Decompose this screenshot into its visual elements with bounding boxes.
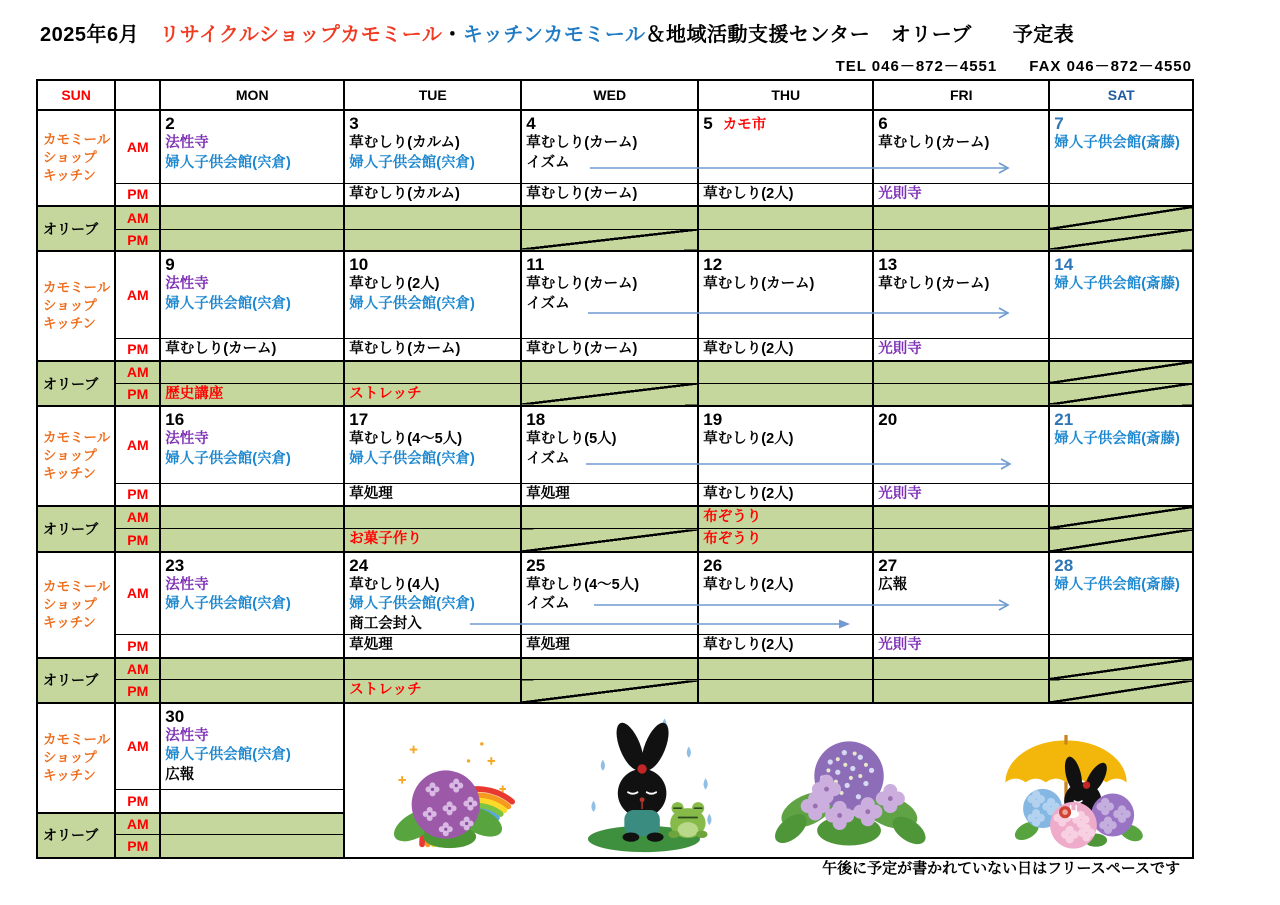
day-7-am-cell [1049,110,1193,183]
olive-pm-row-label: PM [115,229,160,251]
am-entry: 婦人子供会館(宍倉) [349,596,475,612]
am-entry: 草むしり(カルム) [349,135,460,151]
pm-entry: 草むしり(2人) [703,340,794,357]
day-5-olive-pm-cell [698,229,873,251]
day-5-pm-cell [698,183,873,206]
day-24-am-cell [344,552,521,635]
am-entry: 婦人子供会館(宍倉) [165,295,291,312]
am-entry: 法性寺 [165,727,209,744]
day-11-olive-am-cell [521,361,698,383]
am-entry: 草むしり(2人) [703,431,794,447]
olive-am-row-label: AM [115,658,160,680]
olive-am-row-label: AM [115,361,160,383]
day-21-pm-cell [1049,483,1193,506]
olive-pm-row-label: PM [115,835,160,858]
olive-group-label: オリーブ [37,813,115,858]
day-number: 30 [165,706,185,726]
day-6-olive-am-cell [873,206,1049,229]
day-3-olive-pm-cell [344,229,521,251]
olive-pm-entry: ストレッチ [349,682,422,699]
day-14-am-cell [1049,251,1193,338]
pm-entry: 草むしり(2人) [703,185,794,202]
day-10-pm-cell [344,338,521,361]
day-4-pm-cell [521,183,698,206]
chamomile-group-label [37,552,115,658]
pm-row-label: PM [115,483,160,506]
day-3-pm-cell [344,183,521,206]
day-11-am-cell [521,251,698,338]
am-entry: 婦人子供会館(宍倉) [349,450,475,467]
day-9-am-cell [160,251,344,338]
day-26-am-cell [698,552,873,635]
pm-entry: 草むしり(カーム) [165,340,277,357]
chamomile-label-line: キッチン [43,168,97,183]
day-11-pm-cell [521,338,698,361]
day-24-olive-am-cell [344,658,521,680]
schedule-table [36,79,1194,859]
illustration-area [344,703,1193,858]
day-5-am-cell [698,110,873,183]
day-24-olive-pm-cell [344,680,521,703]
chamomile-am-row [37,703,1193,790]
day-19-am-cell [698,406,873,483]
olive-am-row [37,506,1193,529]
chamomile-label-line: ショップ [43,150,97,165]
olive-am-row-label: AM [115,813,160,835]
am-entry: イズム [526,295,570,312]
day-number: 21 [1054,410,1074,429]
illustration-strip [345,706,1192,857]
chamomile-group-label [37,406,115,506]
footer-note: 午後に予定が書かれていない日はフリースペースです [822,860,1180,877]
day-30-pm-cell [160,790,344,813]
pm-entry: 草処理 [349,485,393,502]
chamomile-am-row [37,552,1193,635]
am-entry: 草むしり(カーム) [878,135,990,151]
am-entry: 草むしり(4人) [349,576,440,593]
chamomile-label-line: カモミール [43,429,111,445]
day-number: 20 [878,410,898,429]
day-19-olive-am-cell [698,506,873,529]
rainbow-hydrangea-illustration [387,721,515,853]
day-2-olive-pm-cell [160,229,344,251]
day-21-olive-am-cell [1049,506,1193,529]
day-12-olive-pm-cell [698,383,873,406]
olive-pm-entry: 歴史講座 [165,385,224,402]
chamomile-group-label [37,251,115,361]
day-5-olive-am-cell [698,206,873,229]
chamomile-pm-row [37,338,1193,361]
day-2-olive-am-cell [160,206,344,229]
day-number: 6 [878,114,888,133]
day-number: 3 [349,114,359,133]
am-row-label: AM [115,552,160,635]
olive-pm-row [37,229,1193,251]
pm-entry: 光則寺 [878,637,922,654]
day-17-am-cell [344,406,521,483]
day-17-pm-cell [344,483,521,506]
day-12-olive-am-cell [698,361,873,383]
day-16-olive-am-cell [160,506,344,529]
olive-pm-row [37,383,1193,406]
hydrangea-bouquet-illustration [772,731,927,853]
day-23-olive-am-cell [160,658,344,680]
am-entry: 婦人子供会館(宍倉) [349,154,475,171]
day-7-pm-cell [1049,183,1193,206]
day-21-olive-pm-cell [1049,529,1193,552]
page-title [40,18,1074,47]
olive-pm-entry: ストレッチ [349,385,422,402]
chamomile-am-row [37,406,1193,483]
title-segment-kitchen: キッチンカモミール [462,24,646,46]
day-21-am-cell [1049,406,1193,483]
chamomile-label-line: ショップ [43,749,97,765]
day-25-pm-cell [521,635,698,658]
pm-entry: 草むしり(2人) [703,637,794,654]
olive-pm-row-label: PM [115,529,160,552]
am-entry: 草むしり(4～5人) [526,576,640,593]
am-entry: 婦人子供会館(斎藤) [1054,135,1180,151]
am-entry: 商工会封入 [349,615,422,632]
day-23-am-cell [160,552,344,635]
olive-pm-row-label: PM [115,383,160,406]
olive-am-row [37,206,1193,229]
am-entry: 広報 [878,576,908,593]
column-header-wed: WED [521,80,698,110]
day-number: 12 [703,255,723,274]
olive-am-row [37,658,1193,680]
day-7-olive-am-cell [1049,206,1193,229]
day-26-olive-pm-cell [698,680,873,703]
olive-pm-row [37,529,1193,552]
day-number: 27 [878,555,898,575]
day-13-olive-am-cell [873,361,1049,383]
am-entry: 婦人子供会館(宍倉) [165,747,291,763]
olive-am-row [37,361,1193,383]
olive-am-entry: 布ぞうり [703,508,762,525]
title-segment-black: ＆地域活動支援センター オリーブ 予定表 [645,24,1075,46]
day-26-pm-cell [698,635,873,658]
pm-entry: 草処理 [526,637,570,654]
chamomile-label-line: カモミール [43,578,111,594]
am-entry: 草むしり(カーム) [526,135,638,151]
rabbit-umbrella-hydrangea-illustration [982,735,1150,853]
chamomile-label-line: ショップ [43,298,97,313]
day-4-am-cell [521,110,698,183]
day-30-olive-pm-cell [160,835,344,858]
pm-entry: 光則寺 [878,185,922,202]
day-number: 14 [1054,255,1074,274]
day-30-am-cell [160,703,344,790]
chamomile-pm-row [37,635,1193,658]
chamomile-label-line: キッチン [43,614,97,630]
am-entry: 草むしり(カーム) [526,276,638,292]
day-19-pm-cell [698,483,873,506]
chamomile-label-line: キッチン [43,316,97,331]
day-10-am-cell [344,251,521,338]
day-20-pm-cell [873,483,1049,506]
olive-group-label: オリーブ [37,206,115,251]
am-entry: 婦人子供会館(斎藤) [1054,431,1180,447]
day-number: 5 カモ市 [703,114,767,133]
day-4-olive-pm-cell [521,229,698,251]
day-12-pm-cell [698,338,873,361]
day-20-am-cell [873,406,1049,483]
olive-group-label: オリーブ [37,506,115,552]
day-4-olive-am-cell [521,206,698,229]
day-18-am-cell [521,406,698,483]
pm-entry: 光則寺 [878,485,922,502]
day-20-olive-pm-cell [873,529,1049,552]
am-entry: イズム [526,450,570,467]
day-6-pm-cell [873,183,1049,206]
day-number: 26 [703,555,723,575]
day-17-olive-pm-cell [344,529,521,552]
am-entry: 法性寺 [165,431,209,447]
day-6-olive-pm-cell [873,229,1049,251]
column-header-thu: THU [698,80,873,110]
am-entry: 婦人子供会館(宍倉) [165,450,291,467]
day-20-olive-am-cell [873,506,1049,529]
day-number: 23 [165,555,185,575]
olive-group-label: オリーブ [37,658,115,703]
day-9-olive-pm-cell [160,383,344,406]
am-entry: 法性寺 [165,276,209,292]
day-19-olive-pm-cell [698,529,873,552]
column-header-sun: SUN [37,80,115,110]
day-number: 24 [349,555,369,575]
day-number: 4 [526,114,536,133]
day-13-am-cell [873,251,1049,338]
day-24-pm-cell [344,635,521,658]
day-13-pm-cell [873,338,1049,361]
am-entry: 法性寺 [165,135,209,151]
day-12-am-cell [698,251,873,338]
day-26-olive-am-cell [698,658,873,680]
olive-group-label: オリーブ [37,361,115,406]
column-header-blank [115,80,160,110]
day-2-am-cell [160,110,344,183]
contact-info: TEL 046－872－4551 FAX 046－872－4550 [835,58,1192,75]
am-row-label: AM [115,703,160,790]
title-segment-black: 2025年6月 [40,24,160,46]
pm-row-label: PM [115,790,160,813]
day-number: 17 [349,410,369,429]
pm-entry: 草むしり(カーム) [349,340,461,357]
rabbit-frog-rain-illustration [571,711,716,853]
am-entry: 草むしり(2人) [703,576,794,593]
day-number: 2 [165,114,175,133]
chamomile-label-line: キッチン [43,465,97,481]
am-entry: 婦人子供会館(宍倉) [349,295,475,312]
olive-pm-entry: お菓子作り [349,531,422,548]
title-segment-black: ・ [442,24,463,46]
olive-pm-row [37,680,1193,703]
column-header-mon: MON [160,80,344,110]
day-23-pm-cell [160,635,344,658]
day-9-pm-cell [160,338,344,361]
day-25-olive-pm-cell [521,680,698,703]
am-entry: 法性寺 [165,576,209,593]
day-3-olive-am-cell [344,206,521,229]
chamomile-am-row [37,251,1193,338]
pm-entry: 光則寺 [878,340,922,357]
day-16-olive-pm-cell [160,529,344,552]
day-30-olive-am-cell [160,813,344,835]
day-6-am-cell [873,110,1049,183]
chamomile-pm-row [37,483,1193,506]
am-entry: 婦人子供会館(宍倉) [165,154,291,171]
day-note: カモ市 [722,117,767,133]
chamomile-label-line: カモミール [43,280,111,295]
am-entry: 草むしり(4～5人) [349,431,463,447]
am-row-label: AM [115,110,160,183]
am-entry: 草むしり(2人) [349,276,440,292]
day-9-olive-am-cell [160,361,344,383]
day-7-olive-pm-cell [1049,229,1193,251]
weekday-header-row [37,80,1193,110]
day-number: 7 [1054,114,1064,133]
pm-entry: 草むしり(カーム) [526,340,638,357]
column-header-tue: TUE [344,80,521,110]
day-18-olive-pm-cell [521,529,698,552]
pm-entry: 草処理 [349,637,393,654]
title-segment-shop: リサイクルショップカモミール [159,24,443,46]
day-number: 13 [878,255,898,274]
day-17-olive-am-cell [344,506,521,529]
day-16-pm-cell [160,483,344,506]
olive-am-row-label: AM [115,506,160,529]
day-18-olive-am-cell [521,506,698,529]
day-2-pm-cell [160,183,344,206]
olive-pm-row-label: PM [115,680,160,703]
am-entry: 草むしり(カーム) [878,276,990,292]
column-header-fri: FRI [873,80,1049,110]
pm-row-label: PM [115,183,160,206]
day-number: 10 [349,255,369,274]
day-27-am-cell [873,552,1049,635]
day-number: 18 [526,410,546,429]
chamomile-label-line: ショップ [43,447,97,463]
day-10-olive-pm-cell [344,383,521,406]
am-row-label: AM [115,251,160,338]
day-number: 16 [165,410,185,429]
pm-entry: 草むしり(カルム) [349,185,460,202]
pm-row-label: PM [115,635,160,658]
day-28-olive-am-cell [1049,658,1193,680]
day-18-pm-cell [521,483,698,506]
am-entry: 草むしり(5人) [526,431,617,447]
am-entry: 婦人子供会館(斎藤) [1054,576,1180,593]
day-11-olive-pm-cell [521,383,698,406]
olive-pm-entry: 布ぞうり [703,531,762,548]
day-10-olive-am-cell [344,361,521,383]
chamomile-am-row [37,110,1193,183]
day-16-am-cell [160,406,344,483]
day-number: 25 [526,555,546,575]
am-entry: イズム [526,596,570,612]
day-27-pm-cell [873,635,1049,658]
chamomile-label-line: キッチン [43,767,97,783]
day-28-olive-pm-cell [1049,680,1193,703]
day-number: 19 [703,410,723,429]
am-entry: 草むしり(カーム) [703,276,815,292]
day-number: 11 [526,255,545,274]
am-entry: 婦人子供会館(宍倉) [165,596,291,612]
pm-entry: 草むしり(2人) [703,485,794,502]
day-14-olive-am-cell [1049,361,1193,383]
day-number: 28 [1054,555,1074,575]
am-row-label: AM [115,406,160,483]
column-header-sat: SAT [1049,80,1193,110]
am-entry: 婦人子供会館(斎藤) [1054,276,1180,292]
day-27-olive-pm-cell [873,680,1049,703]
day-3-am-cell [344,110,521,183]
olive-am-row-label: AM [115,206,160,229]
chamomile-group-label [37,703,115,813]
day-number: 9 [165,255,175,274]
day-28-am-cell [1049,552,1193,635]
day-14-olive-pm-cell [1049,383,1193,406]
day-27-olive-am-cell [873,658,1049,680]
chamomile-label-line: カモミール [43,132,111,147]
day-14-pm-cell [1049,338,1193,361]
chamomile-label-line: ショップ [43,596,97,612]
day-25-olive-am-cell [521,658,698,680]
pm-entry: 草むしり(カーム) [526,185,638,202]
day-13-olive-pm-cell [873,383,1049,406]
pm-entry: 草処理 [526,485,570,502]
chamomile-pm-row [37,183,1193,206]
day-25-am-cell [521,552,698,635]
am-entry: 広報 [165,766,195,783]
pm-row-label: PM [115,338,160,361]
chamomile-group-label [37,110,115,206]
day-23-olive-pm-cell [160,680,344,703]
chamomile-label-line: カモミール [43,731,111,747]
day-28-pm-cell [1049,635,1193,658]
am-entry: イズム [526,154,570,171]
